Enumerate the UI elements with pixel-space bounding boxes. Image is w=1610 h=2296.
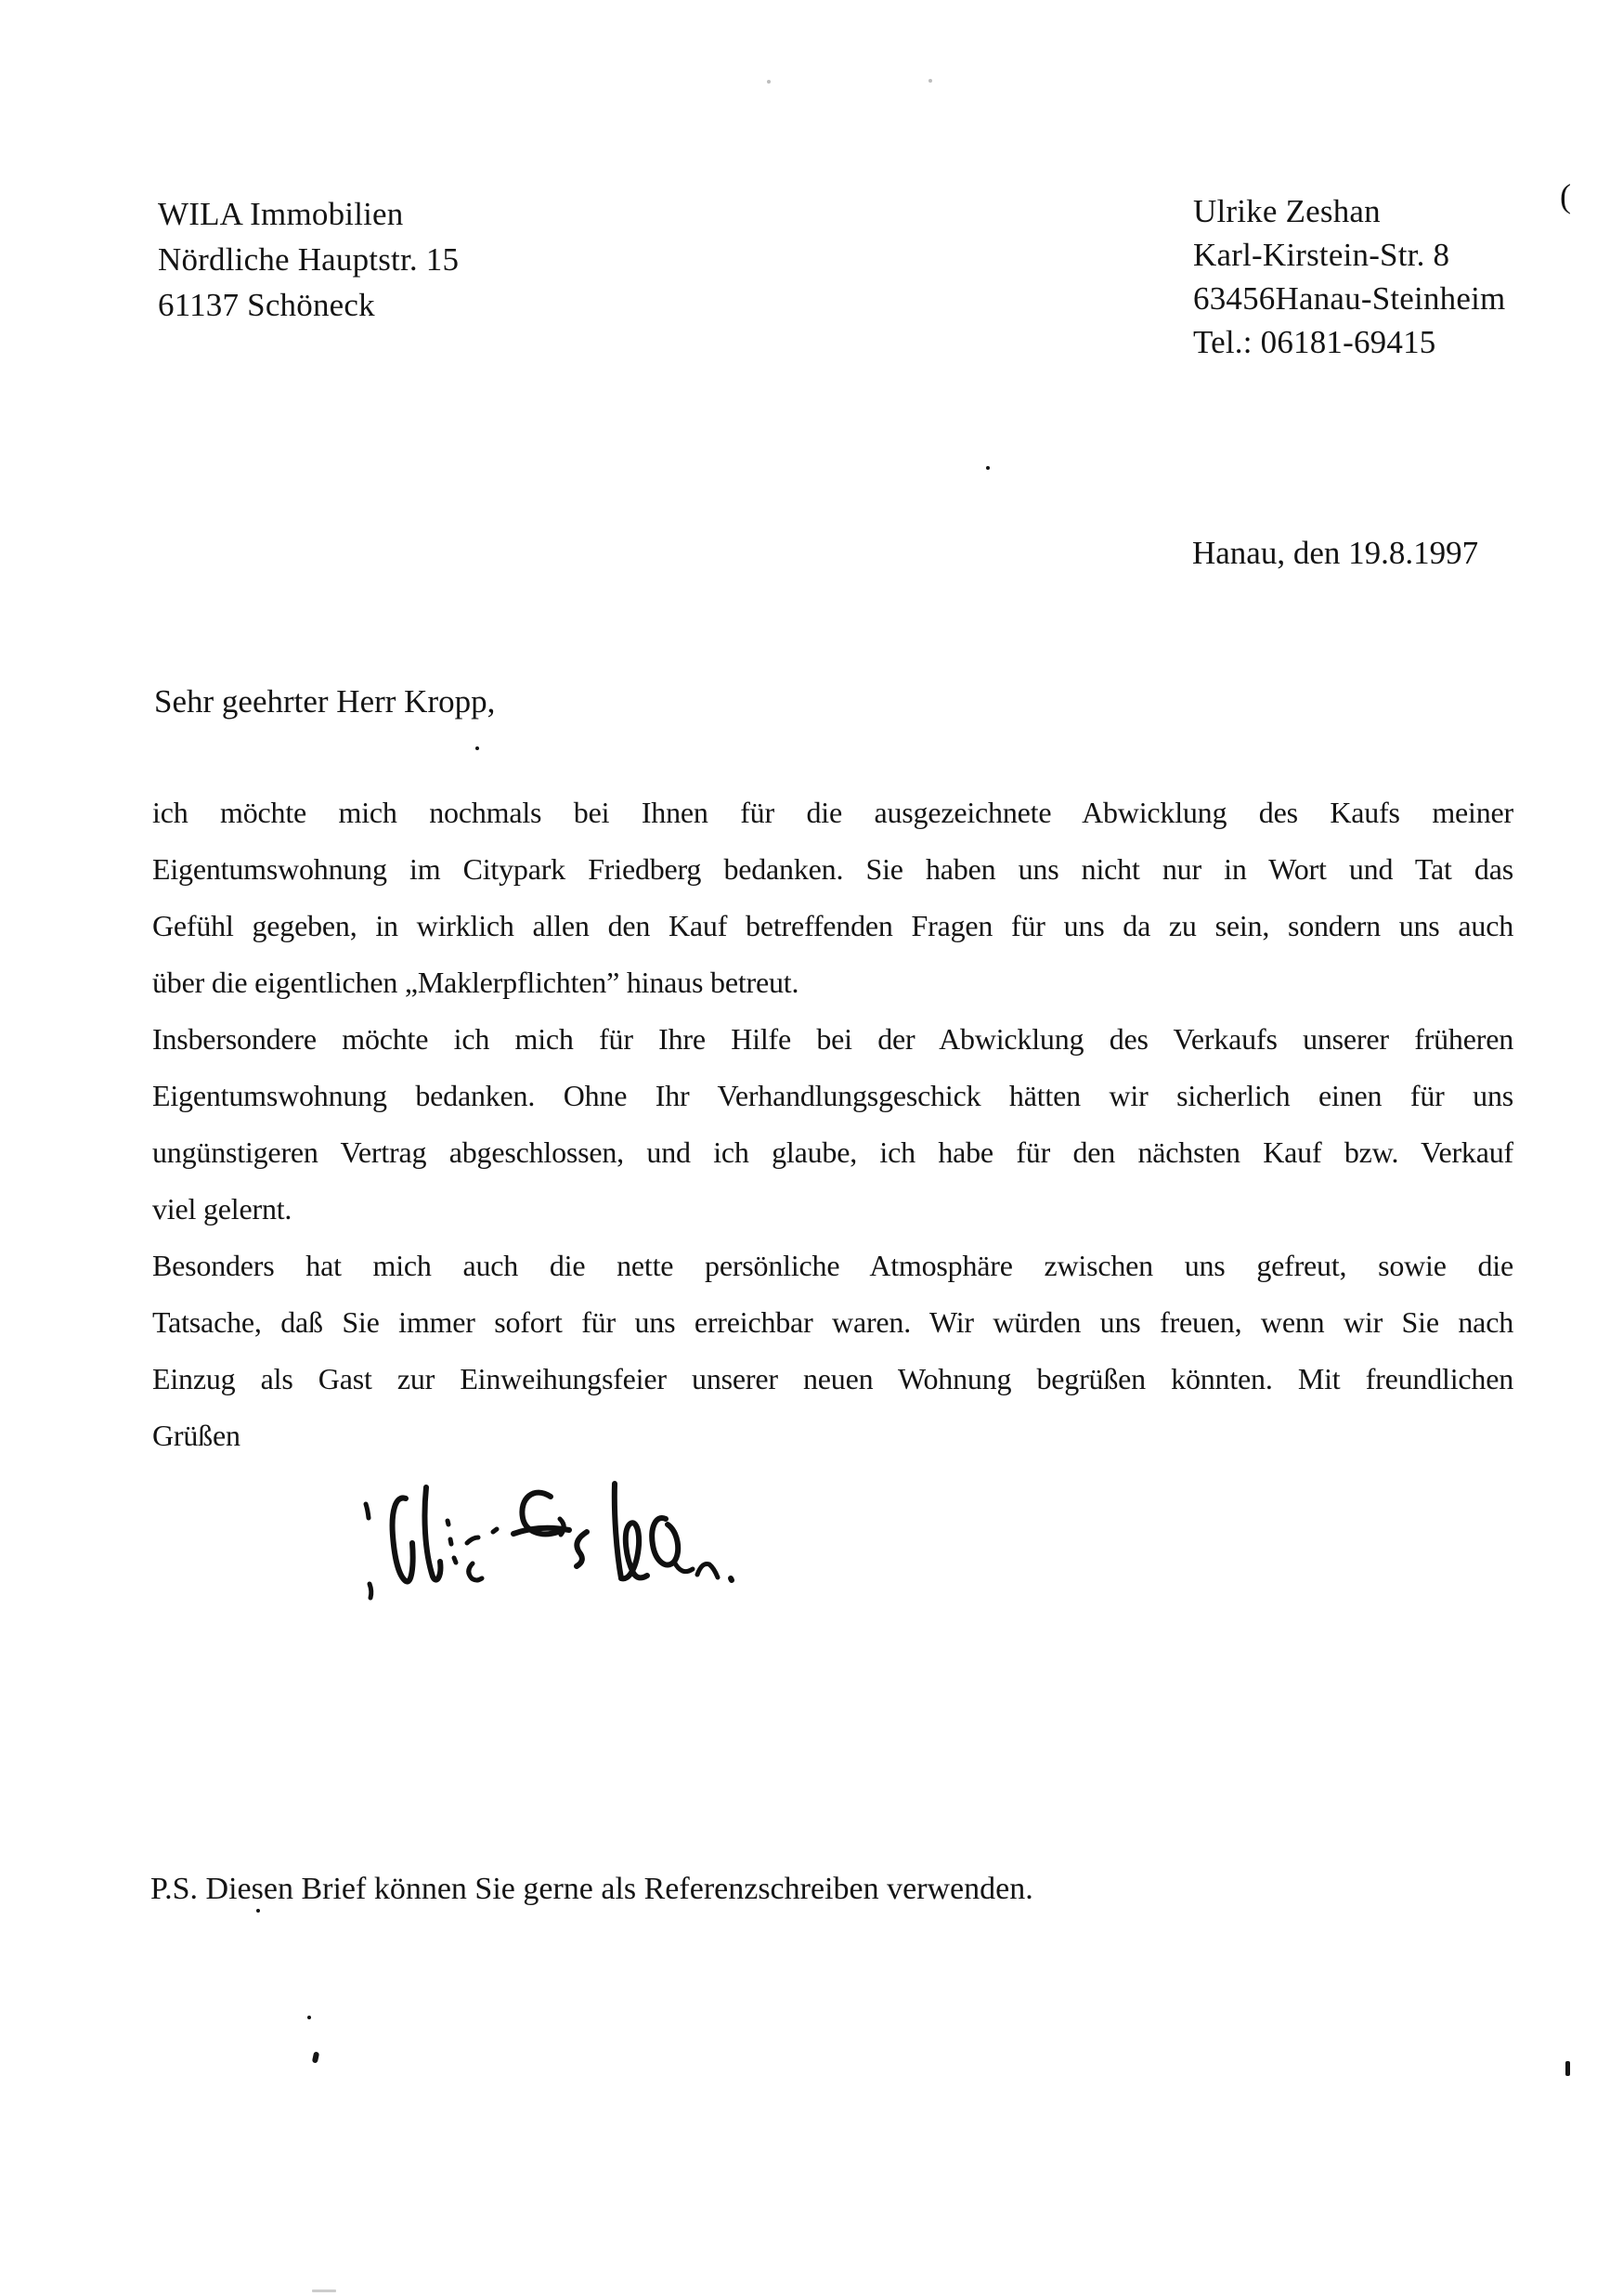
body-line: Einzug als Gast zur Einweihungsfeier unserer neuen Wohnung begrüßen könnten. Mit freundlichen — [152, 1362, 1513, 1395]
body-line: Eigentumswohnung im Citypark Friedberg bedanken. Sie haben uns nicht nur in Wort und Tat das — [152, 852, 1513, 886]
letter-body — [152, 785, 1513, 1464]
salutation: Sehr geehrter Herr Kropp, — [154, 683, 496, 720]
scan-artifact-paren: ( — [1560, 177, 1571, 214]
sender-block — [1193, 189, 1505, 364]
addressee-name: WILA Immobilien — [158, 196, 404, 232]
scan-artifact-comma — [312, 2052, 319, 2064]
body-line: über die eigentlichen „Maklerpflichten” hinaus betreut. — [152, 966, 799, 999]
sender-street: Karl-Kirstein-Str. 8 — [1193, 237, 1450, 273]
scan-artifact-dot — [475, 746, 479, 750]
body-line: ungünstigeren Vertrag abgeschlossen, und ich glaube, ich habe für den nächsten Kauf bzw. Verkauf — [152, 1135, 1513, 1169]
postscript-line: P.S. Diesen Brief können Sie gerne als Referenzschreiben verwenden. — [150, 1872, 1033, 1906]
sender-name: Ulrike Zeshan — [1193, 193, 1381, 229]
scan-artifact-dot — [986, 466, 990, 470]
handwritten-signature — [357, 1476, 747, 1620]
scan-artifact-dot — [767, 80, 771, 84]
sender-city: 63456Hanau-Steinheim — [1193, 280, 1506, 317]
addressee-block — [158, 191, 459, 328]
body-line: Insbersondere möchte ich mich für Ihre Hilfe bei der Abwicklung des Verkaufs unserer früheren — [152, 1022, 1513, 1056]
scan-artifact-dash — [312, 2290, 336, 2292]
body-line: Gefühl gegeben, in wirklich allen den Kauf betreffenden Fragen für uns da zu sein, sondern uns auch — [152, 909, 1513, 942]
scan-artifact-tick — [1565, 2061, 1570, 2076]
body-line: Tatsache, daß Sie immer sofort für uns erreichbar waren. Wir würden uns freuen, wenn wir Sie nach — [152, 1305, 1513, 1339]
body-line: Eigentumswohnung bedanken. Ohne Ihr Verhandlungsgeschick hätten wir sicherlich einen für uns — [152, 1079, 1513, 1112]
signature-scrawl-icon — [357, 1476, 747, 1615]
body-line: Grüßen — [152, 1419, 240, 1452]
scan-artifact-dot — [307, 2016, 311, 2019]
body-line: Besonders hat mich auch die nette persönliche Atmosphäre zwischen uns gefreut, sowie die — [152, 1249, 1513, 1282]
addressee-city: 61137 Schöneck — [158, 287, 375, 323]
scan-artifact-dot — [928, 79, 932, 83]
addressee-street: Nördliche Hauptstr. 15 — [158, 241, 460, 278]
sender-phone: Tel.: 06181-69415 — [1193, 324, 1436, 360]
body-line: ich möchte mich nochmals bei Ihnen für die ausgezeichnete Abwicklung des Kaufs meiner — [152, 796, 1513, 829]
date-line: Hanau, den 19.8.1997 — [1192, 535, 1479, 571]
scan-artifact-dot — [256, 1909, 260, 1913]
body-line: viel gelernt. — [152, 1192, 292, 1226]
